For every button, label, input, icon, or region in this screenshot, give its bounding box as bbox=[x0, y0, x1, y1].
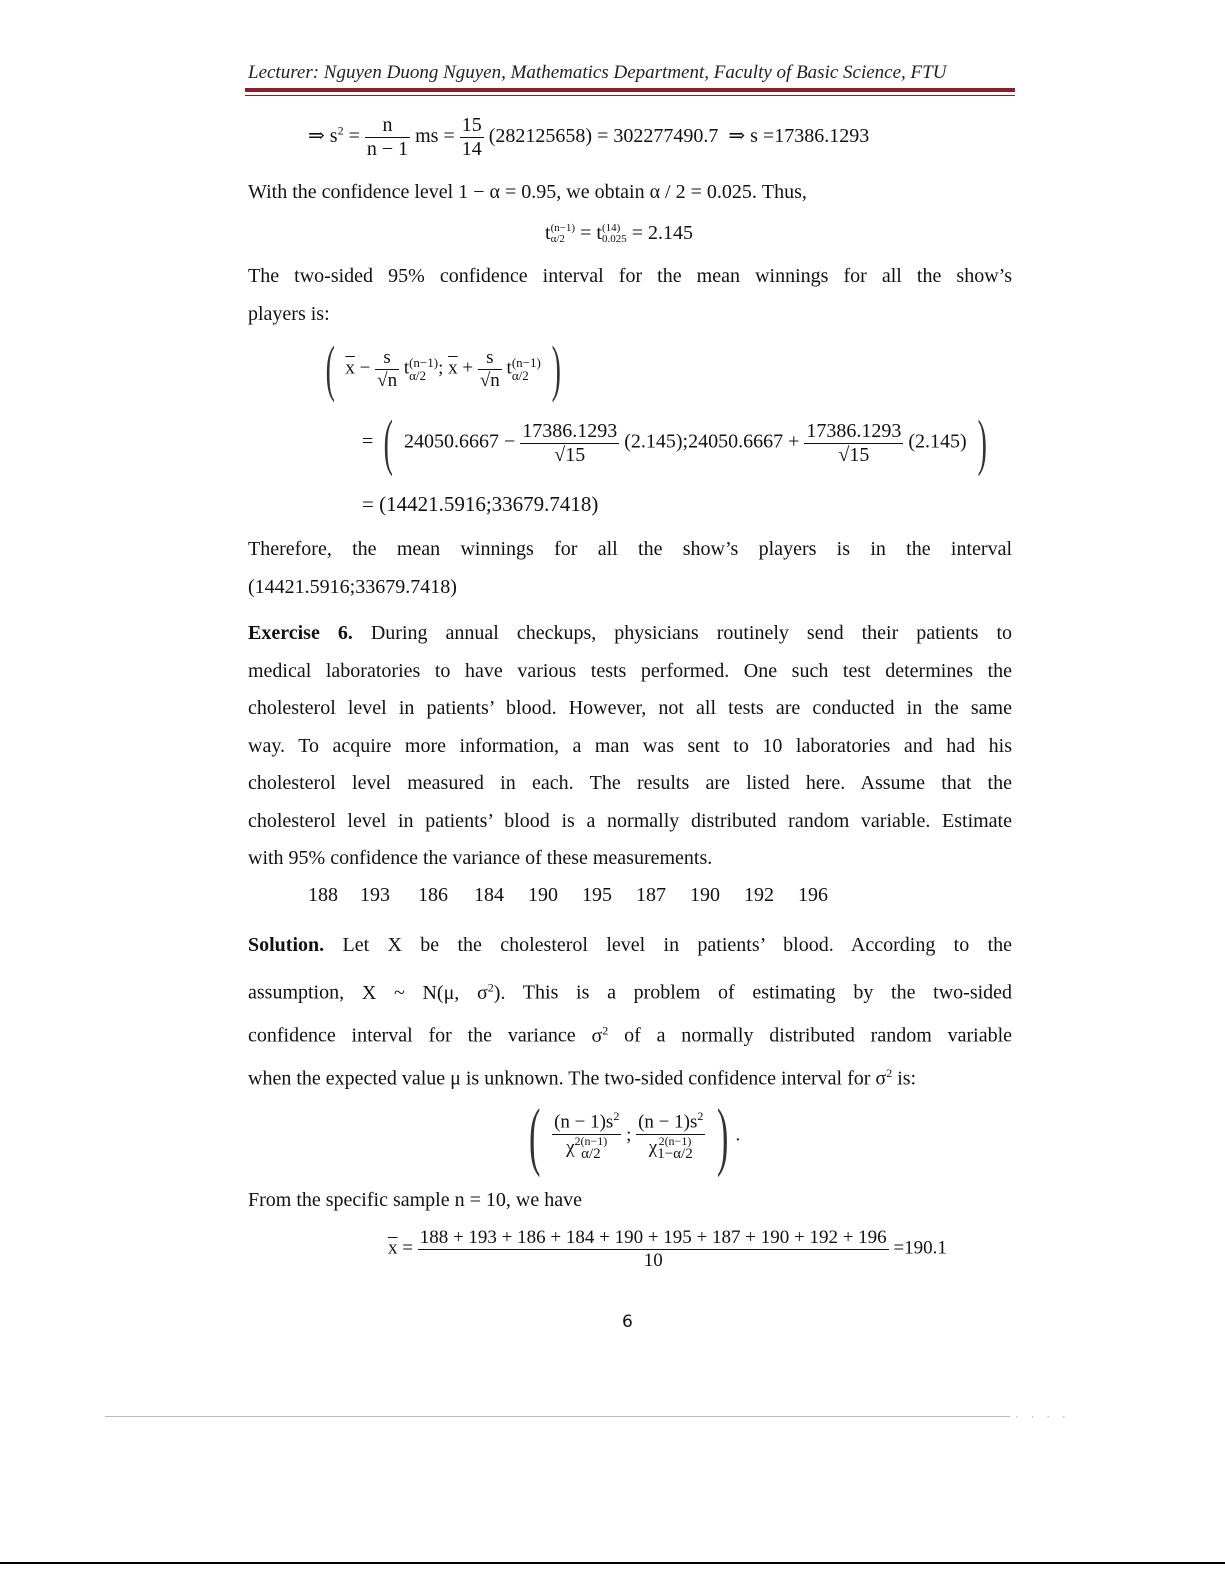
measurement-value: 187 bbox=[636, 884, 666, 906]
t-sup: (n−1) bbox=[550, 222, 576, 235]
left-paren: ( bbox=[325, 335, 335, 403]
t-sup: (n−1) bbox=[511, 355, 541, 370]
numerator: 15 bbox=[461, 114, 482, 136]
interval-intro-paragraph bbox=[248, 258, 1012, 333]
sup-2: 2 bbox=[337, 123, 344, 138]
fraction-s-over-sqrt-n bbox=[478, 347, 502, 392]
solution-text: is: bbox=[897, 1067, 917, 1090]
conclusion-paragraph bbox=[248, 531, 1012, 606]
fraction-sum-over-10 bbox=[418, 1227, 889, 1272]
right-paren: ) bbox=[717, 1094, 729, 1178]
page-bottom-edge bbox=[0, 1562, 1225, 1564]
exercise-label: Exercise 6. bbox=[248, 622, 353, 644]
numerator: s bbox=[478, 347, 502, 370]
fraction-s-over-sqrt-n bbox=[375, 347, 399, 392]
measurement-value: 184 bbox=[474, 884, 504, 906]
solution-text: This is a problem of estimating by the two-sided bbox=[522, 981, 1013, 1004]
sigma: σ bbox=[875, 1067, 887, 1090]
t-sub: α/2 bbox=[409, 368, 427, 383]
chi-sub: 1−α/2 bbox=[657, 1145, 693, 1162]
denominator: √n bbox=[377, 369, 398, 391]
running-header: Lecturer: Nguyen Duong Nguyen, Mathematics Department, Faculty of Basic Science, FTU bbox=[248, 62, 947, 83]
left-paren: ( bbox=[528, 1094, 541, 1178]
paragraph-line bbox=[248, 1052, 1012, 1094]
plus: + bbox=[462, 357, 474, 379]
t-sub: α/2 bbox=[511, 368, 529, 383]
numerator: 17386.1293 bbox=[806, 419, 902, 442]
sigma-squared bbox=[591, 1025, 608, 1047]
numerator: 188 + 193 + 186 + 184 + 190 + 195 + 187 + 190 + 192 + 196 bbox=[419, 1227, 887, 1248]
semicolon: ; bbox=[438, 357, 444, 379]
equals: = bbox=[402, 1237, 413, 1259]
variance-ci-formula bbox=[522, 1094, 741, 1178]
header-rule-thick bbox=[245, 88, 1015, 92]
confidence-level-line: With the confidence level 1 − α = 0.95, we obtain α / 2 = 0.025. Thus, bbox=[248, 181, 807, 203]
minus: − bbox=[359, 357, 371, 379]
t-critical-value bbox=[545, 222, 693, 245]
mean-calculation bbox=[388, 1227, 947, 1272]
numerator: 17386.1293 bbox=[522, 419, 618, 442]
semicolon: ; bbox=[626, 1124, 632, 1146]
right-paren: ) bbox=[551, 335, 561, 403]
measurement-value: 196 bbox=[798, 884, 828, 906]
denominator: 10 bbox=[643, 1249, 663, 1271]
measurement-value: 186 bbox=[418, 884, 448, 906]
fraction-n-over-n-1 bbox=[365, 114, 410, 161]
paragraph-line: The two-sided 95% confidence interval for the mean winnings for all the show’s bbox=[248, 265, 1012, 287]
chi-sub: α/2 bbox=[581, 1145, 601, 1162]
header-rule-thin bbox=[245, 95, 1015, 96]
numerator bbox=[636, 1110, 705, 1134]
x-bar: $\overline{x}$ bbox=[345, 357, 355, 379]
paragraph-line bbox=[248, 924, 1012, 966]
equals: = bbox=[580, 222, 592, 244]
t-symbol: t bbox=[403, 357, 410, 379]
math-text: (n − 1)s bbox=[638, 1111, 698, 1133]
paragraph-line: medical laboratories to have various tests performed. One such test determines the bbox=[248, 659, 1012, 682]
exercise-text: During annual checkups, physicians routinely send their patients to bbox=[370, 622, 1013, 644]
period: . bbox=[735, 1124, 741, 1146]
sup-2: 2 bbox=[697, 1109, 704, 1124]
fraction-s-over-sqrt15 bbox=[804, 420, 903, 467]
t-sup: (n−1) bbox=[409, 355, 439, 370]
radicand: n bbox=[387, 369, 398, 391]
t-sup: (14) bbox=[601, 222, 621, 235]
math-text: X ~ N(μ, σ bbox=[361, 981, 488, 1004]
measurement-value: 190 bbox=[690, 884, 720, 906]
chi-sup: 2(n−1) bbox=[574, 1133, 608, 1148]
sup-2: 2 bbox=[613, 1109, 620, 1124]
t-value: = 2.145 bbox=[631, 222, 693, 244]
sup-2: 2 bbox=[886, 1066, 893, 1080]
measurement-value: 192 bbox=[744, 884, 774, 906]
solution-label: Solution. bbox=[248, 934, 325, 956]
paragraph-line: cholesterol level measured in each. The results are listed here. Assume that the bbox=[248, 772, 1012, 794]
t-symbol: t bbox=[596, 222, 602, 244]
fraction-right bbox=[636, 1110, 705, 1161]
equation-s-squared bbox=[308, 114, 869, 161]
numerator bbox=[552, 1110, 621, 1134]
solution-paragraph bbox=[248, 924, 1012, 1094]
solution-text: of a normally distributed random variable bbox=[624, 1024, 1013, 1047]
paragraph-line bbox=[248, 615, 1012, 653]
sigma: σ bbox=[591, 1024, 603, 1047]
solution-text: confidence interval for the variance bbox=[248, 1024, 576, 1047]
radicand: n bbox=[490, 369, 500, 391]
measurement-values bbox=[308, 884, 828, 907]
implies-arrow: ⇒ bbox=[308, 125, 325, 148]
ci-formula bbox=[320, 335, 566, 403]
s2-value: (282125658) = 302277490.7 bbox=[488, 125, 719, 148]
measurement-value: 195 bbox=[582, 884, 612, 906]
t-symbol: t bbox=[545, 222, 551, 244]
fraction-15-over-14 bbox=[460, 114, 484, 161]
var-s: s bbox=[329, 125, 338, 148]
radicand: 15 bbox=[565, 443, 586, 466]
paragraph-line: Therefore, the mean winnings for all the show’s players is in the interval bbox=[248, 538, 1012, 560]
ci-numeric bbox=[362, 409, 992, 477]
ci-result: = (14421.5916;33679.7418) bbox=[362, 492, 599, 516]
implies-arrow: ⇒ bbox=[728, 125, 746, 148]
sup-2: 2 bbox=[602, 1023, 609, 1037]
sample-mean: 24050.6667 bbox=[403, 430, 499, 453]
radicand: 15 bbox=[849, 443, 870, 466]
paragraph-line: cholesterol level in patients’ blood. However, not all tests are conducted in the same bbox=[248, 697, 1012, 719]
numerator: s bbox=[375, 347, 399, 370]
denominator: √15 bbox=[554, 443, 586, 466]
equals: = bbox=[362, 430, 374, 453]
paragraph-line: with 95% confidence the variance of these measurements. bbox=[248, 847, 713, 869]
sup-2: 2 bbox=[487, 980, 494, 994]
x-bar: $\overline{x}$ bbox=[388, 1237, 398, 1259]
footer-dots: · · · · bbox=[1015, 1410, 1070, 1424]
numerator: n bbox=[365, 114, 410, 138]
minus: − bbox=[503, 430, 516, 453]
denominator: 14 bbox=[461, 138, 482, 160]
sample-line: From the specific sample n = 10, we have bbox=[248, 1189, 582, 1211]
denominator: n − 1 bbox=[366, 138, 409, 160]
plus: + bbox=[788, 430, 800, 453]
denominator: √n bbox=[479, 369, 500, 391]
chi: χ bbox=[566, 1136, 575, 1158]
paragraph-line bbox=[248, 966, 1012, 1008]
t-sub: α/2 bbox=[550, 233, 565, 246]
right-paren: ) bbox=[977, 409, 987, 477]
x-bar: $\overline{x}$ bbox=[448, 357, 458, 379]
solution-text: assumption, bbox=[248, 981, 345, 1004]
math-text: (n − 1)s bbox=[554, 1111, 614, 1133]
t-sub: 0.025 bbox=[601, 233, 627, 246]
paragraph-line: (14421.5916;33679.7418) bbox=[248, 575, 457, 598]
t-value: (2.145) bbox=[908, 430, 967, 453]
denominator: √15 bbox=[838, 443, 870, 466]
page-number: 6 bbox=[622, 1312, 633, 1332]
measurement-value: 193 bbox=[360, 884, 390, 906]
solution-text: is unknown. The two-sided confidence interval for bbox=[465, 1067, 871, 1090]
s-value: s =17386.1293 bbox=[750, 125, 870, 148]
t-symbol: t bbox=[506, 357, 512, 379]
chi: χ bbox=[648, 1136, 658, 1158]
measurement-value: 190 bbox=[528, 884, 558, 906]
equals: = bbox=[348, 125, 360, 148]
paragraph-line bbox=[248, 1008, 1012, 1052]
paragraph-line: cholesterol level in patients’ blood is a normally distributed random variable. Estimate bbox=[248, 809, 1012, 832]
left-paren: ( bbox=[383, 409, 394, 477]
mean-result: =190.1 bbox=[893, 1237, 947, 1259]
mu: μ bbox=[450, 1067, 461, 1090]
measurement-value: 188 bbox=[308, 884, 338, 906]
chi-sup: 2(n−1) bbox=[658, 1133, 692, 1148]
footer-rule bbox=[105, 1416, 1010, 1417]
denominator bbox=[552, 1135, 621, 1162]
distribution-formula bbox=[362, 982, 506, 1004]
fraction-left bbox=[552, 1110, 621, 1161]
fraction-s-over-sqrt15 bbox=[520, 420, 619, 467]
ms-term: ms = bbox=[415, 125, 455, 148]
math-text: ). bbox=[493, 981, 506, 1004]
paragraph-line: way. To acquire more information, a man was sent to 10 laboratories and had his bbox=[248, 734, 1012, 757]
solution-text: when the expected value bbox=[248, 1067, 446, 1090]
exercise-paragraph bbox=[248, 615, 1012, 878]
denominator bbox=[636, 1135, 705, 1162]
paragraph-line: players is: bbox=[248, 302, 330, 325]
solution-text: Let X be the cholesterol level in patients’ blood. According to the bbox=[342, 934, 1013, 956]
t-times-mean: (2.145);24050.6667 bbox=[624, 430, 784, 453]
